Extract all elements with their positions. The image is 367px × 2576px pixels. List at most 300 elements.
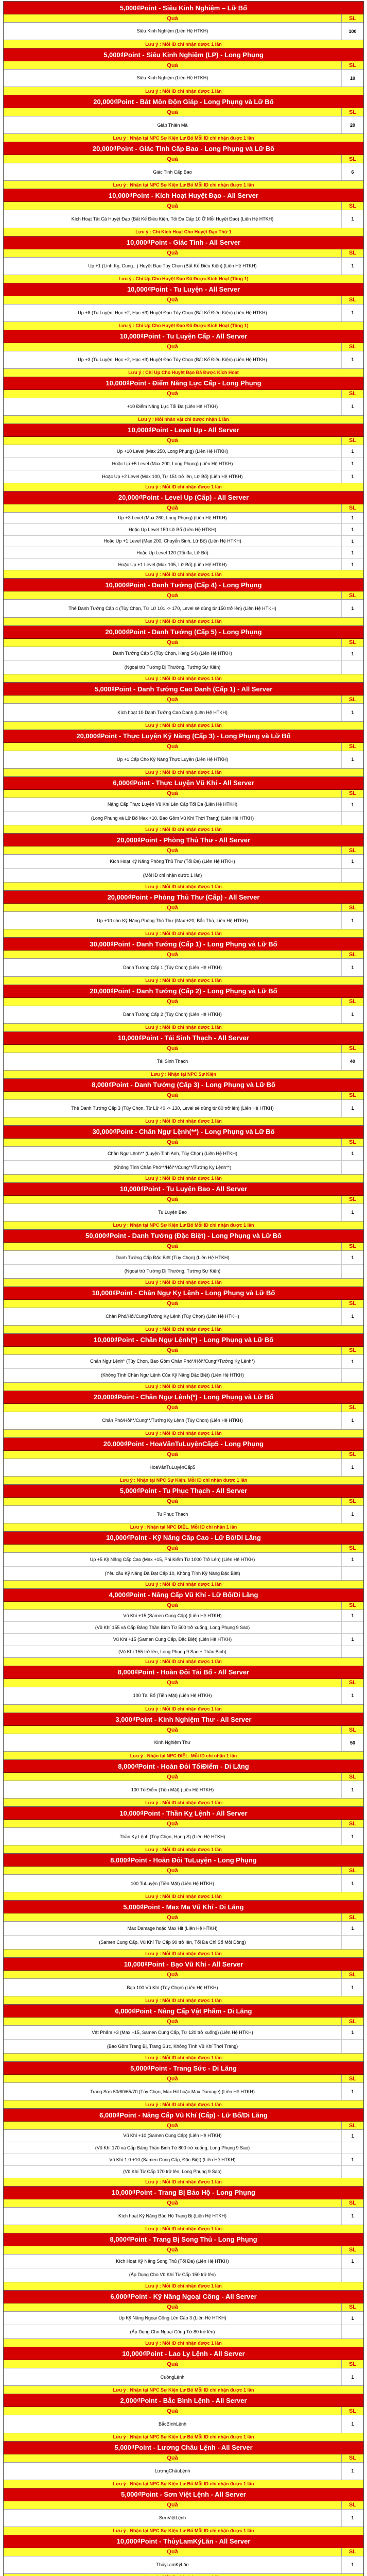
header-qty-label: SL xyxy=(348,437,357,444)
header-qty-label: SL xyxy=(348,2361,357,2367)
reward-note: Lưu ý : Mỗi nhân vật chỉ được nhận 1 lần xyxy=(4,415,363,423)
table-row xyxy=(4,2368,363,2385)
reward-note: Lưu ý : Nhận tại NPC ĐIÊL. Mỗi ID chỉ nhận 1 lần xyxy=(4,1523,363,1531)
reward-qty: 1 xyxy=(351,1834,354,1839)
header-qty-label: SL xyxy=(348,639,357,646)
table-row xyxy=(4,23,363,40)
reward-rows xyxy=(4,1553,363,1580)
reward-table-header xyxy=(4,951,363,959)
reward-rows xyxy=(4,1781,363,1798)
reward-qty: 1 xyxy=(351,2562,354,2568)
reward-note: Lưu ý : Mỗi ID chỉ nhận được 1 lần xyxy=(4,87,363,95)
table-row xyxy=(4,163,363,180)
reward-qty: 1 xyxy=(351,1693,354,1699)
table-row xyxy=(4,116,363,133)
reward-block-title: 10,000₫Point - Tu Luyện - All Server xyxy=(4,283,363,296)
header-qty-label: SL xyxy=(348,1139,357,1146)
reward-item: Up +5 Kỹ Năng Cấp Cao (Max +15, Phi Kiếm Từ 1000 Trở Lên) (Liên Hệ HTKH) xyxy=(4,1553,342,1566)
reward-qty xyxy=(342,1622,363,1633)
reward-block-title: 5,000₫Point - Trang Sức - Di Lăng xyxy=(4,2062,363,2075)
reward-qty: 1 xyxy=(351,2258,354,2264)
reward-rows xyxy=(4,2083,363,2100)
header-qty-label: SL xyxy=(348,1820,357,1827)
table-row xyxy=(4,912,363,929)
reward-item: (Samen Cung Cấp, Vũ Khí Từ Cấp 90 trở lên, Tối Đa Chỉ Số Mỗi Dòng) xyxy=(4,1936,342,1949)
table-row xyxy=(4,1161,363,1174)
reward-table-header xyxy=(4,155,363,163)
reward-item: Chân Phó/Hỏi/Cung/Tướng Kỵ Lệnh (Tùy Chọn) (Liên Hệ HTKH) xyxy=(4,1308,342,1325)
table-row xyxy=(4,798,363,812)
header-qty-label: SL xyxy=(348,1545,357,1552)
reward-item: Danh Tướng Cấp 2 (Tùy Chọn) (Liên Hệ HTKH) xyxy=(4,1006,342,1023)
reward-block-title: 3,000₫Point - Kinh Nghiệm Thư - All Server xyxy=(4,1713,363,1726)
reward-qty: 1 xyxy=(351,562,354,567)
reward-rows xyxy=(4,647,363,674)
reward-block xyxy=(4,48,363,95)
reward-note: Lưu ý : Mỗi ID chỉ nhận được 1 lần xyxy=(4,1580,363,1588)
reward-rows xyxy=(4,304,363,321)
header-item-label: Quà xyxy=(4,2075,342,2082)
table-row xyxy=(4,2268,363,2282)
reward-qty: 1 xyxy=(351,550,354,556)
reward-block-title: 30,000₫Point - Danh Tướng (Cấp 1) - Long Phụng và Lữ Bố xyxy=(4,938,363,951)
header-qty-label: SL xyxy=(348,2200,357,2207)
header-qty-label: SL xyxy=(348,2304,357,2311)
table-row xyxy=(4,661,363,674)
header-item-label: Quà xyxy=(4,1913,342,1921)
reward-note: Lưu ý : Mỗi ID chỉ nhận được 1 lần xyxy=(4,1996,363,2004)
reward-block-title: 10,000₫Point - Chân Ngự Lệnh(*) - Long Phụng và Lữ Bố xyxy=(4,1334,363,1347)
reward-note: Lưu ý : Mỗi ID chỉ nhận được 1 lần xyxy=(4,483,363,491)
reward-block xyxy=(4,579,363,625)
header-qty-label: SL xyxy=(348,2455,357,2462)
reward-rows xyxy=(4,1053,363,1070)
header-item-label: Quà xyxy=(4,202,342,210)
table-row xyxy=(4,855,363,869)
table-row xyxy=(4,1506,363,1523)
reward-rows xyxy=(4,912,363,929)
reward-block-title: 20,000₫Point - Phòng Thủ Thư (Cấp) - All Server xyxy=(4,891,363,904)
header-item-label: Quà xyxy=(4,1451,342,1459)
reward-item: Up +3 (Tu Luyện, Học +2, Học +3) Huyệt Đạo Tùy Chọn (Bất Kể Điều Kiện) (Liên Hệ HTKH) xyxy=(4,351,342,368)
reward-table-header xyxy=(4,2360,363,2368)
reward-block xyxy=(4,938,363,985)
reward-table-header xyxy=(4,1196,363,1204)
table-row xyxy=(4,2083,363,2100)
header-item-label: Quà xyxy=(4,2246,342,2254)
reward-note: Lưu ý : Nhận tại NPC Sự Kiện Lư Bố Mỗi ID chỉ nhận được 1 lần xyxy=(4,2527,363,2535)
reward-rows xyxy=(4,2026,363,2053)
reward-qty: 1 xyxy=(351,404,354,410)
header-item-label: Quà xyxy=(4,2548,342,2556)
table-row xyxy=(4,704,363,721)
reward-block-title: 5,000₫Point - Danh Tướng Cao Danh (Cấp 1) - All Server xyxy=(4,683,363,696)
table-row xyxy=(4,751,363,768)
reward-qty xyxy=(342,1369,363,1382)
reward-block xyxy=(4,2394,363,2441)
reward-block-title: 6,000₫Point - Nâng Cấp Vũ Khí (Cấp) - Lữ Bố/Di Lăng xyxy=(4,2109,363,2122)
reward-qty: 1 xyxy=(351,310,354,316)
reward-table-header xyxy=(4,2018,363,2026)
reward-table-header xyxy=(4,639,363,647)
reward-table-header xyxy=(4,2246,363,2255)
reward-item: Tu Phục Thạch xyxy=(4,1506,342,1523)
reward-table-header xyxy=(4,790,363,798)
reward-block-title: 10,000₫Point - Tu Luyện Cấp - All Server xyxy=(4,330,363,343)
reward-block xyxy=(4,189,363,236)
reward-item: LươngChâuLệnh xyxy=(4,2463,342,2480)
reward-block xyxy=(4,1958,363,2005)
reward-note: Lưu ý : Mỗi ID chỉ nhận được 1 lần xyxy=(4,1278,363,1286)
reward-block-title: 10,000₫Point - Chân Ngự Kỵ Lệnh - Long Phụng và Lữ Bố xyxy=(4,1287,363,1300)
reward-table-header xyxy=(4,998,363,1006)
header-qty-label: SL xyxy=(348,1602,357,1609)
reward-item: 100 TốiĐiểm (Tiền Mặt) (Liên Hệ HTKH) xyxy=(4,1781,342,1798)
reward-rows xyxy=(4,351,363,368)
table-row xyxy=(4,2415,363,2432)
header-qty-label: SL xyxy=(348,1914,357,1921)
header-qty-label: SL xyxy=(348,109,357,115)
header-item-label: Quà xyxy=(4,951,342,958)
header-qty-label: SL xyxy=(348,2075,357,2082)
reward-block xyxy=(4,2488,363,2535)
reward-qty: 1 xyxy=(351,2157,354,2163)
reward-qty: 40 xyxy=(349,1059,355,1064)
reward-item: (Ngoại trừ Tướng Dị Thường, Tướng Sự Kiện) xyxy=(4,661,342,674)
header-qty-label: SL xyxy=(348,156,357,162)
header-item-label: Quà xyxy=(4,2199,342,2207)
reward-block-title: 10,000₫Point - Kỹ Năng Cấp Cao - Lữ Bố/Di Lăng xyxy=(4,1532,363,1545)
reward-qty: 1 xyxy=(351,1556,354,1562)
reward-item: Kích hoạt Kỹ Năng Bảo Hộ Trang Bị (Liên Hệ HTKH) xyxy=(4,2208,342,2225)
reward-note: Lưu ý : Mỗi ID chỉ nhận được 1 lần xyxy=(4,1429,363,1437)
reward-block xyxy=(4,1183,363,1230)
reward-qty: 1 xyxy=(351,263,354,269)
reward-item: Up +1 (Lính Kỵ, Cung...) Huyệt Đạo Tùy Chọn (Bất Kể Điều Kiện) (Liên Hệ HTKH) xyxy=(4,258,342,275)
reward-item: (Bao Gồm Trang Bị, Trang Sức, Không Tính Vũ Khí Thời Trang) xyxy=(4,2040,342,2053)
header-item-label: Quà xyxy=(4,743,342,751)
reward-qty: 1 xyxy=(351,859,354,865)
table-row xyxy=(4,210,363,227)
reward-block xyxy=(4,2,363,48)
reward-rows xyxy=(4,258,363,275)
reward-table-header xyxy=(4,2303,363,2312)
reward-item: (Long Phụng và Lữ Bố Max +10, Bao Gồm Vũ Khí Thời Trang) (Liên Hệ HTKH) xyxy=(4,812,342,825)
reward-block xyxy=(4,626,363,683)
reward-item: Giáp Thiên Mã xyxy=(4,116,342,133)
header-item-label: Quà xyxy=(4,1726,342,1734)
table-row xyxy=(4,445,363,458)
reward-block xyxy=(4,985,363,1032)
reward-rows xyxy=(4,1459,363,1476)
table-row xyxy=(4,258,363,275)
reward-item: Hoặc Up Level 120 (Tối đa, Lữ Bố) xyxy=(4,547,342,558)
table-row xyxy=(4,1979,363,1996)
reward-block xyxy=(4,1760,363,1807)
reward-item: Hoặc Up +5 Level (Max 200, Long Phụng) (Liên Hệ HTKH) xyxy=(4,458,342,470)
reward-item: BắcBìnhLệnh xyxy=(4,2415,342,2432)
reward-table-header xyxy=(4,343,363,351)
reward-block-title: 10,000₫Point - Danh Tướng (Cấp 4) - Long Phụng xyxy=(4,579,363,591)
table-row xyxy=(4,1734,363,1751)
reward-block xyxy=(4,683,363,730)
table-row xyxy=(4,2026,363,2040)
reward-table-header xyxy=(4,591,363,600)
reward-note: Lưu ý : Chỉ Kích Hoạt Cho Huyệt Đạo Thứ 1 xyxy=(4,228,363,236)
reward-block-title: 20,000₫Point - Chân Ngự Lệnh(*) - Long Phụng và Lữ Bố xyxy=(4,1391,363,1404)
header-qty-label: SL xyxy=(348,1243,357,1250)
reward-block xyxy=(4,1589,363,1666)
table-row xyxy=(4,647,363,661)
table-row xyxy=(4,1634,363,1646)
table-row xyxy=(4,1251,363,1265)
reward-block xyxy=(4,1807,363,1854)
table-row xyxy=(4,2154,363,2166)
table-row xyxy=(4,1567,363,1580)
reward-note: Lưu ý : Mỗi ID chỉ nhận được 1 lần xyxy=(4,929,363,937)
reward-block xyxy=(4,1126,363,1183)
header-item-label: Quà xyxy=(4,61,342,69)
header-item-label: Quà xyxy=(4,1820,342,1827)
reward-block xyxy=(4,142,363,189)
reward-item: (Ngoại trừ Tướng Dị Thường, Tướng Sự Kiện) xyxy=(4,1265,342,1278)
table-row xyxy=(4,351,363,368)
reward-qty: 1 xyxy=(351,918,354,923)
header-item-label: Quà xyxy=(4,591,342,599)
reward-item: Tái Sinh Thạch xyxy=(4,1053,342,1070)
reward-item: Vật Phẩm +3 (Max +15, Samen Cung Cấp, Từ 120 trở xuống) (Liên Hệ HTKH) xyxy=(4,2026,342,2039)
table-row xyxy=(4,1553,363,1567)
reward-qty: 1 xyxy=(351,1465,354,1470)
reward-block-title: 10,000₫Point - Giác Tinh - All Server xyxy=(4,236,363,249)
reward-block xyxy=(4,330,363,377)
table-row xyxy=(4,1265,363,1278)
reward-note: Lưu ý : Nhận tại NPC Sự Kiện. Mỗi ID chỉ nhận được 1 lần xyxy=(4,1476,363,1484)
table-row xyxy=(4,2510,363,2527)
reward-note: Lưu ý : Mỗi ID chỉ nhận được 1 lần xyxy=(4,721,363,730)
reward-item: (Vũ Khí 155 trở lên, Long Phụng 9 Sao + Thần Binh) xyxy=(4,1646,342,1657)
reward-table-header xyxy=(4,1139,363,1147)
reward-rows xyxy=(4,1687,363,1704)
reward-block-title: 10,000₫Point - Bạo Vũ Khí - All Server xyxy=(4,1958,363,1971)
table-row xyxy=(4,1936,363,1949)
reward-item: Trang Sức 50/60/65/70 (Tùy Chọn, Max Hit hoặc Max Damage) (Liên Hệ HTKH) xyxy=(4,2083,342,2100)
table-row xyxy=(4,1355,363,1369)
reward-item: HoaVânTuLuyệnCấp5 xyxy=(4,1459,342,1476)
header-qty-label: SL xyxy=(348,2549,357,2555)
header-item-label: Quà xyxy=(4,1139,342,1146)
reward-rows xyxy=(4,1308,363,1325)
header-item-label: Quà xyxy=(4,1773,342,1781)
reward-block xyxy=(4,377,363,424)
reward-qty: 1 xyxy=(351,1210,354,1215)
header-qty-label: SL xyxy=(348,847,357,854)
reward-block-title: 8,000₫Point - Hoàn Đỏi Tài Bổ - All Server xyxy=(4,1666,363,1679)
reward-block xyxy=(4,2187,363,2233)
header-qty-label: SL xyxy=(348,2408,357,2414)
table-row xyxy=(4,812,363,825)
table-row xyxy=(4,1053,363,1070)
reward-qty xyxy=(342,1161,363,1174)
reward-table-header xyxy=(4,743,363,751)
reward-item: (Yêu cầu Kỹ Năng Đã Đạt Cấp 10, Không Tính Kỹ Năng Đặc Biệt) xyxy=(4,1567,342,1580)
reward-qty: 1 xyxy=(351,606,354,612)
table-row xyxy=(4,1828,363,1845)
reward-qty xyxy=(342,2142,363,2154)
reward-rows xyxy=(4,1506,363,1523)
header-qty-label: SL xyxy=(348,951,357,958)
header-qty-label: SL xyxy=(348,1451,357,1458)
header-item-label: Quà xyxy=(4,639,342,647)
reward-note: Lưu ý : Mỗi ID chỉ nhận được 1 lần xyxy=(4,1892,363,1900)
reward-block-title: 5,000₫Point - Max Ma Vũ Khí - Di Lăng xyxy=(4,1901,363,1913)
reward-item: Up +10 cho Kỹ Năng Phòng Thủ Thư (Max +20, Bắc Thủ, Liên Hệ HTKH) xyxy=(4,912,342,929)
header-qty-label: SL xyxy=(348,1726,357,1733)
reward-rows xyxy=(4,2208,363,2225)
reward-item: Siêu Kinh Nghiệm (Liên Hệ HTKH) xyxy=(4,23,342,40)
reward-block-title: 2,000₫Point - Bắc Bình Lệnh - All Server xyxy=(4,2394,363,2407)
reward-qty: 1 xyxy=(351,964,354,970)
reward-block xyxy=(4,2291,363,2348)
reward-block xyxy=(4,2233,363,2291)
table-row xyxy=(4,1459,363,1476)
reward-qty xyxy=(342,2325,363,2338)
header-item-label: Quà xyxy=(4,249,342,257)
reward-rows xyxy=(4,1006,363,1023)
reward-note: Lưu ý : Mỗi ID chỉ nhận được 1 lần xyxy=(4,1325,363,1333)
reward-item: Up +8 (Tu Luyện, Học +2, Học +3) Huyệt Đạo Tùy Chọn (Bất Kể Điều Kiện) (Liên Hệ HTKH) xyxy=(4,304,342,321)
reward-item: Danh Tướng Cấp 5 (Tùy Chọn, Hạng S4) (Liên Hệ HTKH) xyxy=(4,647,342,660)
header-qty-label: SL xyxy=(348,2122,357,2129)
reward-block xyxy=(4,1532,363,1589)
table-row xyxy=(4,2166,363,2177)
header-item-label: Quà xyxy=(4,904,342,911)
table-row xyxy=(4,513,363,524)
header-qty-label: SL xyxy=(348,505,357,512)
reward-table-header xyxy=(4,2075,363,2083)
reward-note: Lưu ý : Mỗi ID chỉ nhận được 1 lần xyxy=(4,2100,363,2108)
reward-rows xyxy=(4,1875,363,1892)
reward-qty: 6 xyxy=(351,169,354,175)
header-qty-label: SL xyxy=(348,1347,357,1354)
reward-note: Lưu ý : Mỗi ID chỉ nhận được 1 lần xyxy=(4,1023,363,1031)
reward-block xyxy=(4,1334,363,1391)
reward-block-title: 20,000₫Point - Danh Tướng (Cấp 5) - Long Phụng xyxy=(4,626,363,639)
reward-table-header xyxy=(4,437,363,445)
reward-qty: 1 xyxy=(351,1787,354,1792)
table-row xyxy=(4,1412,363,1429)
reward-block xyxy=(4,1079,363,1126)
reward-item: Kích Hoạt Kỹ Năng Phòng Thủ Thư (Tối Đa) (Liên Hệ HTKH) xyxy=(4,855,342,868)
reward-rows xyxy=(4,1828,363,1845)
reward-block xyxy=(4,891,363,938)
reward-item: Up +3 Level (Max 260, Long Phụng) (Liên Hệ HTKH) xyxy=(4,513,342,524)
reward-block-title: 10,000₫Point - Tái Sinh Thạch - All Server xyxy=(4,1032,363,1045)
reward-item: Thần Kỵ Lệnh (Tùy Chọn, Hạng S) (Liên Hệ HTKH) xyxy=(4,1828,342,1845)
reward-note: Lưu ý : Mỗi ID chỉ nhận được 1 lần xyxy=(4,1704,363,1713)
reward-note: Lưu ý : Mỗi ID chỉ nhận được 1 lần xyxy=(4,2178,363,2186)
header-item-label: Quà xyxy=(4,2018,342,2025)
reward-block xyxy=(4,2347,363,2394)
reward-item: Chân Phó/Hỏi**/Cung**/Tướng Kỵ Lệnh (Tùy Chọn) (Liên Hệ HTKH) xyxy=(4,1412,342,1429)
reward-note: Lưu ý : Nhận tại NPC Sự Kiện Lư Bố Mỗi ID chỉ nhận được 1 lần xyxy=(4,2433,363,2441)
table-row xyxy=(4,2040,363,2053)
reward-block xyxy=(4,1854,363,1901)
reward-table-header xyxy=(4,1498,363,1506)
reward-table-header xyxy=(4,14,363,23)
header-qty-label: SL xyxy=(348,1773,357,1780)
header-qty-label: SL xyxy=(348,1092,357,1099)
reward-item: Giác Tinh Cấp Bao xyxy=(4,163,342,180)
reward-qty: 1 xyxy=(351,1359,354,1364)
reward-rows xyxy=(4,2556,363,2573)
reward-block-title: 8,000₫Point - Danh Tướng (Cấp 3) - Long Phụng và Lữ Bố xyxy=(4,1079,363,1092)
reward-note: Lưu ý : Mỗi ID chỉ nhận được 1 lần xyxy=(4,1657,363,1666)
reward-table-header xyxy=(4,108,363,116)
table-row xyxy=(4,959,363,976)
header-qty-label: SL xyxy=(348,2502,357,2509)
reward-item: Up Kỹ Năng Ngoại Công Lên Cấp 3 (Liên Hệ HTKH) xyxy=(4,2312,342,2325)
reward-qty: 1 xyxy=(351,1255,354,1260)
reward-qty: 1 xyxy=(351,2030,354,2036)
reward-block-title: 10,000₫Point - Thần Kỵ Lệnh - All Server xyxy=(4,1807,363,1820)
reward-rows xyxy=(4,210,363,227)
reward-qty: 1 xyxy=(351,2515,354,2521)
reward-item: Hoặc Up +1 Level (Max 105, Lữ Bố) (Liên Hệ HTKH) xyxy=(4,559,342,570)
reward-block-title: 20,000₫Point - Thực Luyện Kỹ Năng (Cấp 3) - Long Phụng và Lữ Bố xyxy=(4,730,363,743)
reward-block xyxy=(4,2062,363,2109)
reward-qty: 1 xyxy=(351,527,354,532)
reward-block-title: 20,000₫Point - HoaVânTuLuyệnCấp5 - Long Phụng xyxy=(4,1438,363,1451)
reward-note: Lưu ý : Mỗi ID chỉ nhận được 1 lần xyxy=(4,2338,363,2347)
reward-note: Lưu ý : Mỗi ID chỉ nhận được 1 lần xyxy=(4,882,363,890)
header-item-label: Quà xyxy=(4,1679,342,1687)
header-qty-label: SL xyxy=(348,15,357,22)
reward-table-header xyxy=(4,1726,363,1734)
reward-item: Chân Ngự Lệnh* (Tùy Chọn, Bao Gồm Chân Phó*/Hỏi*/Cung*/Tướng Kỵ Lệnh*) xyxy=(4,1355,342,1368)
reward-qty xyxy=(342,2166,363,2177)
reward-item: (Áp Dụng Cho Ngoại Công Từ 80 trở lên) xyxy=(4,2325,342,2338)
reward-note: Lưu ý : Mỗi ID chỉ nhận được 1 lần xyxy=(4,1117,363,1125)
header-qty-label: SL xyxy=(348,391,357,397)
reward-table-header xyxy=(4,1867,363,1875)
reward-block xyxy=(4,2442,363,2488)
table-row xyxy=(4,600,363,617)
reward-table-header xyxy=(4,1347,363,1355)
reward-item: Chân Ngự Lệnh** (Luyện Tinh Anh, Tùy Chọn) (Liên Hệ HTKH) xyxy=(4,1147,342,1160)
table-row xyxy=(4,1781,363,1798)
reward-qty: 1 xyxy=(351,1613,354,1618)
header-qty-label: SL xyxy=(348,592,357,599)
reward-block-title: 20,000₫Point - Danh Tướng (Cấp 2) - Long Phụng và Lữ Bố xyxy=(4,985,363,998)
header-item-label: Quà xyxy=(4,696,342,703)
table-row xyxy=(4,458,363,471)
reward-rows xyxy=(4,1251,363,1278)
table-row xyxy=(4,1610,363,1622)
reward-item: (Không Tính Chân Ngự Lệnh Của Kỹ Năng Đặc Biệt) (Liên Hệ HTKH) xyxy=(4,1369,342,1382)
table-row xyxy=(4,1922,363,1936)
header-item-label: Quà xyxy=(4,1243,342,1250)
reward-note: Lưu ý : Chỉ Up Cho Huyệt Đạo Đã Được Kích Hoạt (Tầng 1) xyxy=(4,275,363,283)
reward-item: Thẻ Danh Tướng Cấp 3 (Tùy Chọn, Từ Lữ 40 -> 130, Level sẽ dùng từ 80 trở lên) (Liên Hệ HTKH) xyxy=(4,1100,342,1117)
header-qty-label: SL xyxy=(348,297,357,303)
reward-table-header xyxy=(4,1913,363,1922)
reward-block xyxy=(4,834,363,891)
reward-note: Lưu ý : Nhận tại NPC Sự Kiện Lư Bố Mỗi ID chỉ nhận được 1 lần xyxy=(4,1221,363,1229)
reward-item: Kích Hoạt Kỹ Năng Song Thủ (Tối Đa) (Liên Hệ HTKH) xyxy=(4,2255,342,2268)
header-qty-label: SL xyxy=(348,1498,357,1505)
reward-qty: 1 xyxy=(351,1637,354,1642)
